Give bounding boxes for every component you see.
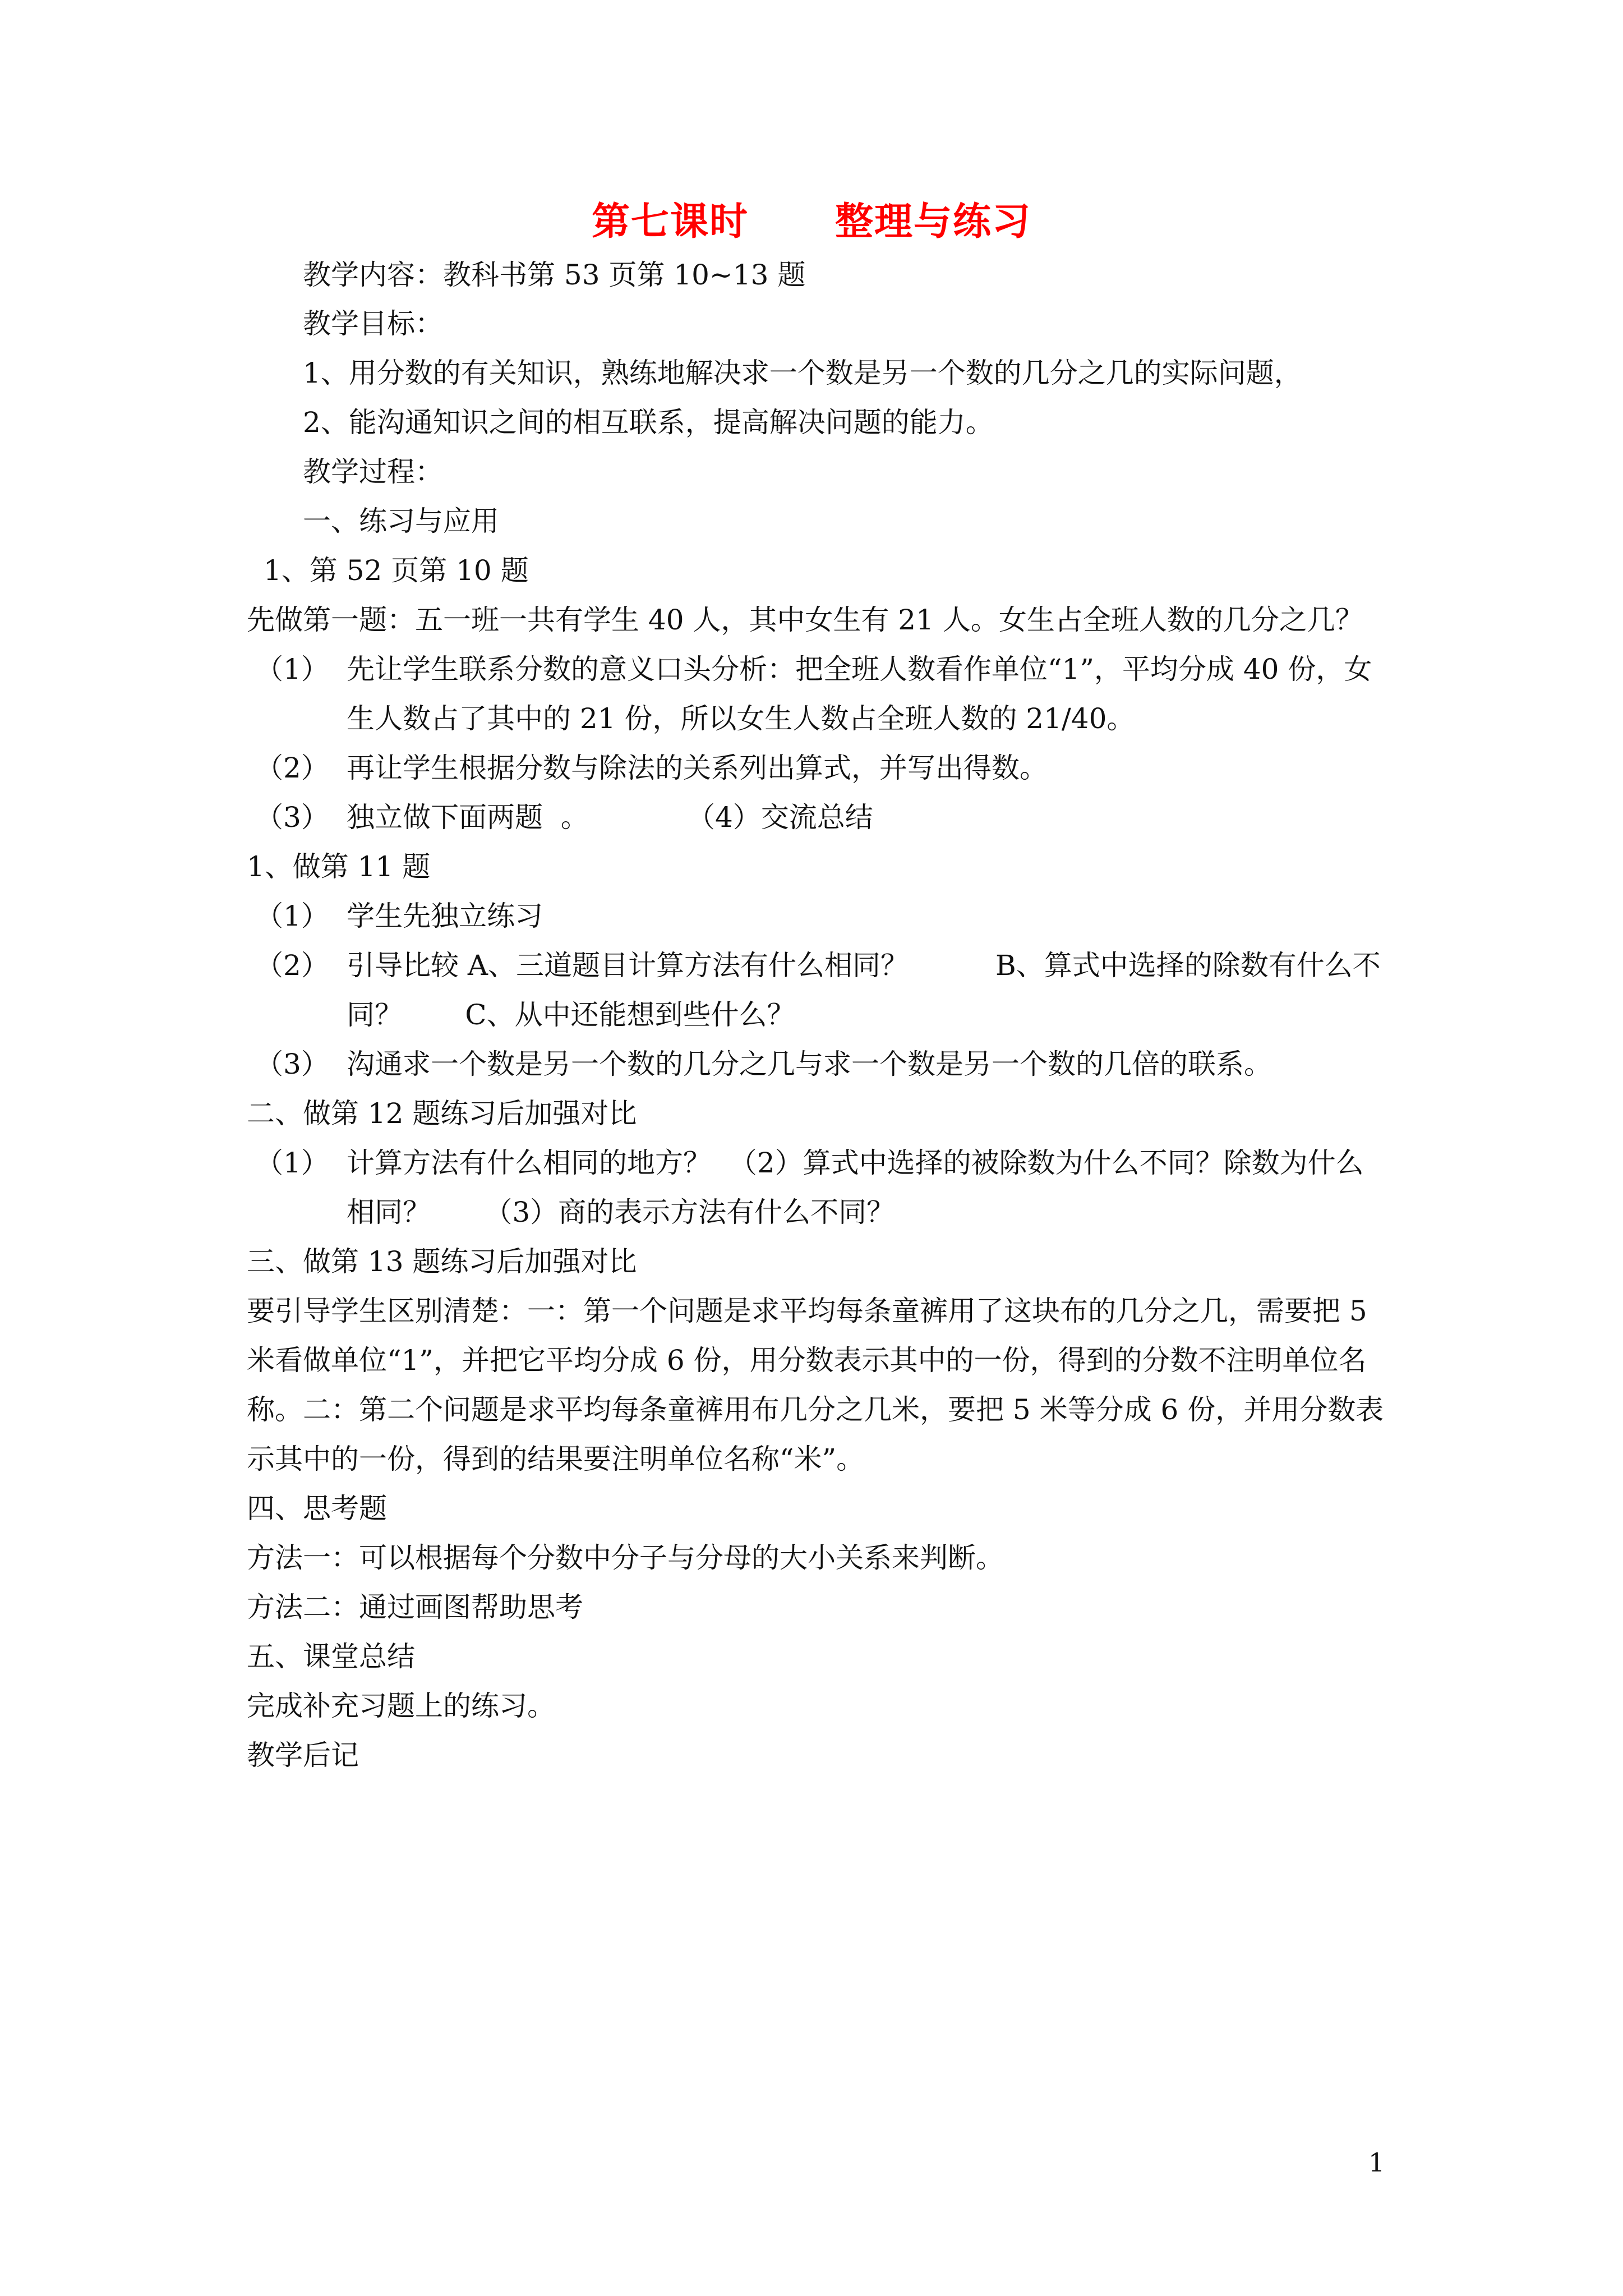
section1-intro: 先做第一题：五一班一共有学生 40 人，其中女生有 21 人。女生占全班人数的几分之几？ bbox=[247, 604, 1363, 636]
item-line: 先让学生联系分数的意义口头分析：把全班人数看作单位“1”，平均分成 40 份，女 bbox=[347, 653, 1372, 685]
item-line: 学生先独立练习 bbox=[347, 900, 543, 932]
summary-line: 完成补充习题上的练习。 bbox=[247, 1690, 555, 1722]
section1-sub: 1、第 52 页第 10 题 bbox=[264, 554, 529, 587]
item-line: 再让学生根据分数与除法的关系列出算式，并写出得数。 bbox=[347, 752, 1048, 784]
item-number: （2） bbox=[255, 752, 329, 784]
item-line: 生人数占了其中的 21 份，所以女生人数占全班人数的 21/40。 bbox=[347, 702, 1135, 735]
item-line: 计算方法有什么相同的地方？ （2）算式中选择的被除数为什么不同？除数为什么 bbox=[347, 1147, 1364, 1179]
teaching-content: 教学内容：教科书第 53 页第 10~13 题 bbox=[303, 259, 806, 291]
footer-label: 教学后记 bbox=[247, 1739, 359, 1772]
section2-heading: 1、做第 11 题 bbox=[247, 850, 431, 883]
process-heading: 教学过程： bbox=[303, 455, 443, 488]
paragraph-line: 称。二：第二个问题是求平均每条童裤用布几分之几米，要把 5 米等分成 6 份，并用分数表 bbox=[247, 1393, 1384, 1426]
section3-heading: 二、做第 12 题练习后加强对比 bbox=[247, 1097, 637, 1130]
item-extra: B、算式中选择的除数有什么不 bbox=[995, 949, 1381, 982]
item-number: （3） bbox=[255, 801, 329, 834]
item-number: （1） bbox=[255, 900, 329, 932]
item-line: 沟通求一个数是另一个数的几分之几与求一个数是另一个数的几倍的联系。 bbox=[347, 1048, 1272, 1080]
item-number: （3） bbox=[255, 1048, 329, 1080]
section5-heading: 四、思考题 bbox=[247, 1492, 387, 1525]
objective-2: 2、能沟通知识之间的相互联系，提高解决问题的能力。 bbox=[303, 406, 994, 439]
item-number: （1） bbox=[255, 653, 329, 685]
item-number: （2） bbox=[255, 949, 329, 982]
objectives-heading: 教学目标： bbox=[303, 307, 443, 340]
item-line: 引导比较 A、三道题目计算方法有什么相同？ bbox=[347, 949, 909, 982]
paragraph-line: 米看做单位“1”，并把它平均分成 6 份，用分数表示其中的一份，得到的分数不注明单位名 bbox=[247, 1344, 1367, 1377]
item-line: 相同？ （3）商的表示方法有什么不同？ bbox=[347, 1196, 895, 1228]
paragraph-line: 示其中的一份，得到的结果要注明单位名称“米”。 bbox=[247, 1443, 865, 1475]
section4-heading: 三、做第 13 题练习后加强对比 bbox=[247, 1245, 637, 1278]
section6-heading: 五、课堂总结 bbox=[247, 1640, 415, 1673]
item-line: 独立做下面两题 。 bbox=[347, 801, 589, 834]
objective-1: 1、用分数的有关知识，熟练地解决求一个数是另一个数的几分之几的实际问题， bbox=[303, 357, 1302, 389]
method-line: 方法二：通过画图帮助思考 bbox=[247, 1591, 583, 1623]
item-extra: （4）交流总结 bbox=[687, 801, 873, 834]
page-title: 第七课时 整理与练习 bbox=[591, 199, 1032, 244]
item-line: 同？ C、从中还能想到些什么？ bbox=[347, 999, 795, 1031]
section1-heading: 一、练习与应用 bbox=[303, 505, 499, 537]
item-number: （1） bbox=[255, 1147, 329, 1179]
page-number: 1 bbox=[1368, 2147, 1385, 2178]
paragraph-line: 要引导学生区别清楚：一：第一个问题是求平均每条童裤用了这块布的几分之几，需要把 5 bbox=[247, 1295, 1367, 1327]
method-line: 方法一：可以根据每个分数中分子与分母的大小关系来判断。 bbox=[247, 1542, 1004, 1574]
